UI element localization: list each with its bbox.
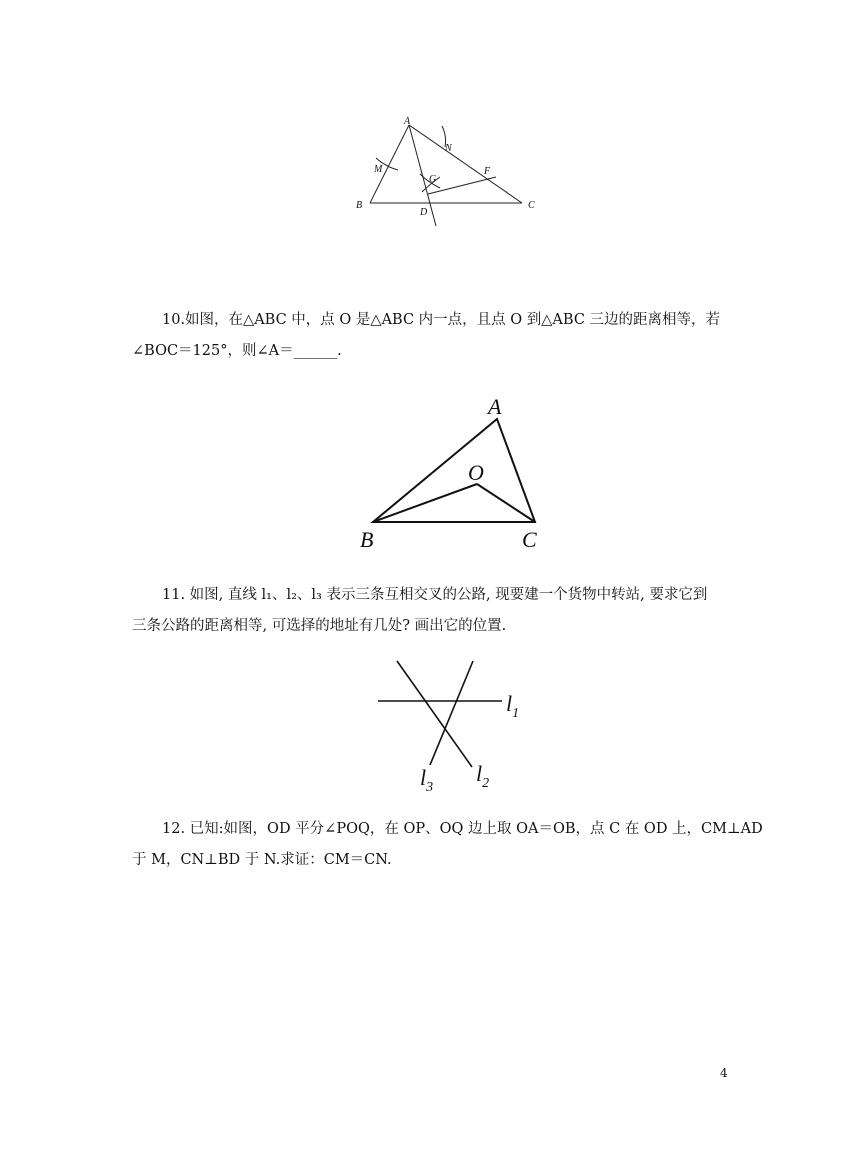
fig9-label-C: C: [528, 200, 535, 211]
page-number: 4: [720, 1066, 728, 1080]
problem-10-line-2: ∠BOC＝125°，则∠A＝______.: [132, 343, 342, 359]
fig9-label-B: B: [356, 200, 363, 211]
fig9-label-F: F: [484, 166, 491, 177]
fig10-label-A: A: [488, 394, 502, 419]
fig11-label-l1: $l_1$: [506, 691, 520, 721]
fig9-label-M: M: [374, 164, 383, 175]
fig11-label-l3: $l_3$: [420, 765, 434, 795]
problem-10-line-1: 10.如图，在△ABC 中，点 O 是△ABC 内一点，且点 O 到△ABC 三边的距离相等，若: [162, 312, 721, 328]
fig10-label-C: C: [522, 527, 537, 552]
problem-11-line-2: 三条公路的距离相等, 可选择的地址有几处? 画出它的位置.: [132, 618, 507, 634]
figure-11-three-roads: [370, 655, 540, 800]
figure-9-triangle-construction: [350, 112, 550, 232]
figure-10-triangle-abc-incenter: [350, 392, 550, 557]
fig9-label-N: N: [445, 143, 452, 154]
fig9-label-D: D: [420, 207, 428, 218]
problem-12: [132, 814, 763, 876]
problem-11-line-1: 11. 如图, 直线 l₁、l₂、l₃ 表示三条互相交叉的公路, 现要建一个货物中转站, 要求它到: [162, 587, 708, 603]
problem-12-line-1: 12. 已知:如图，OD 平分∠POQ，在 OP、OQ 边上取 OA＝OB，点 C 在 OD 上，CM⊥AD: [162, 821, 763, 837]
fig10-label-B: B: [360, 527, 374, 552]
fig9-label-A: A: [404, 116, 411, 127]
problem-12-line-2: 于 M，CN⊥BD 于 N.求证：CM＝CN.: [132, 852, 392, 868]
problem-10: [132, 305, 732, 367]
problem-11: [132, 580, 732, 642]
fig11-label-l2: $l_2$: [476, 761, 490, 791]
fig9-label-G: G: [429, 174, 437, 185]
fig10-label-O: O: [468, 460, 484, 485]
